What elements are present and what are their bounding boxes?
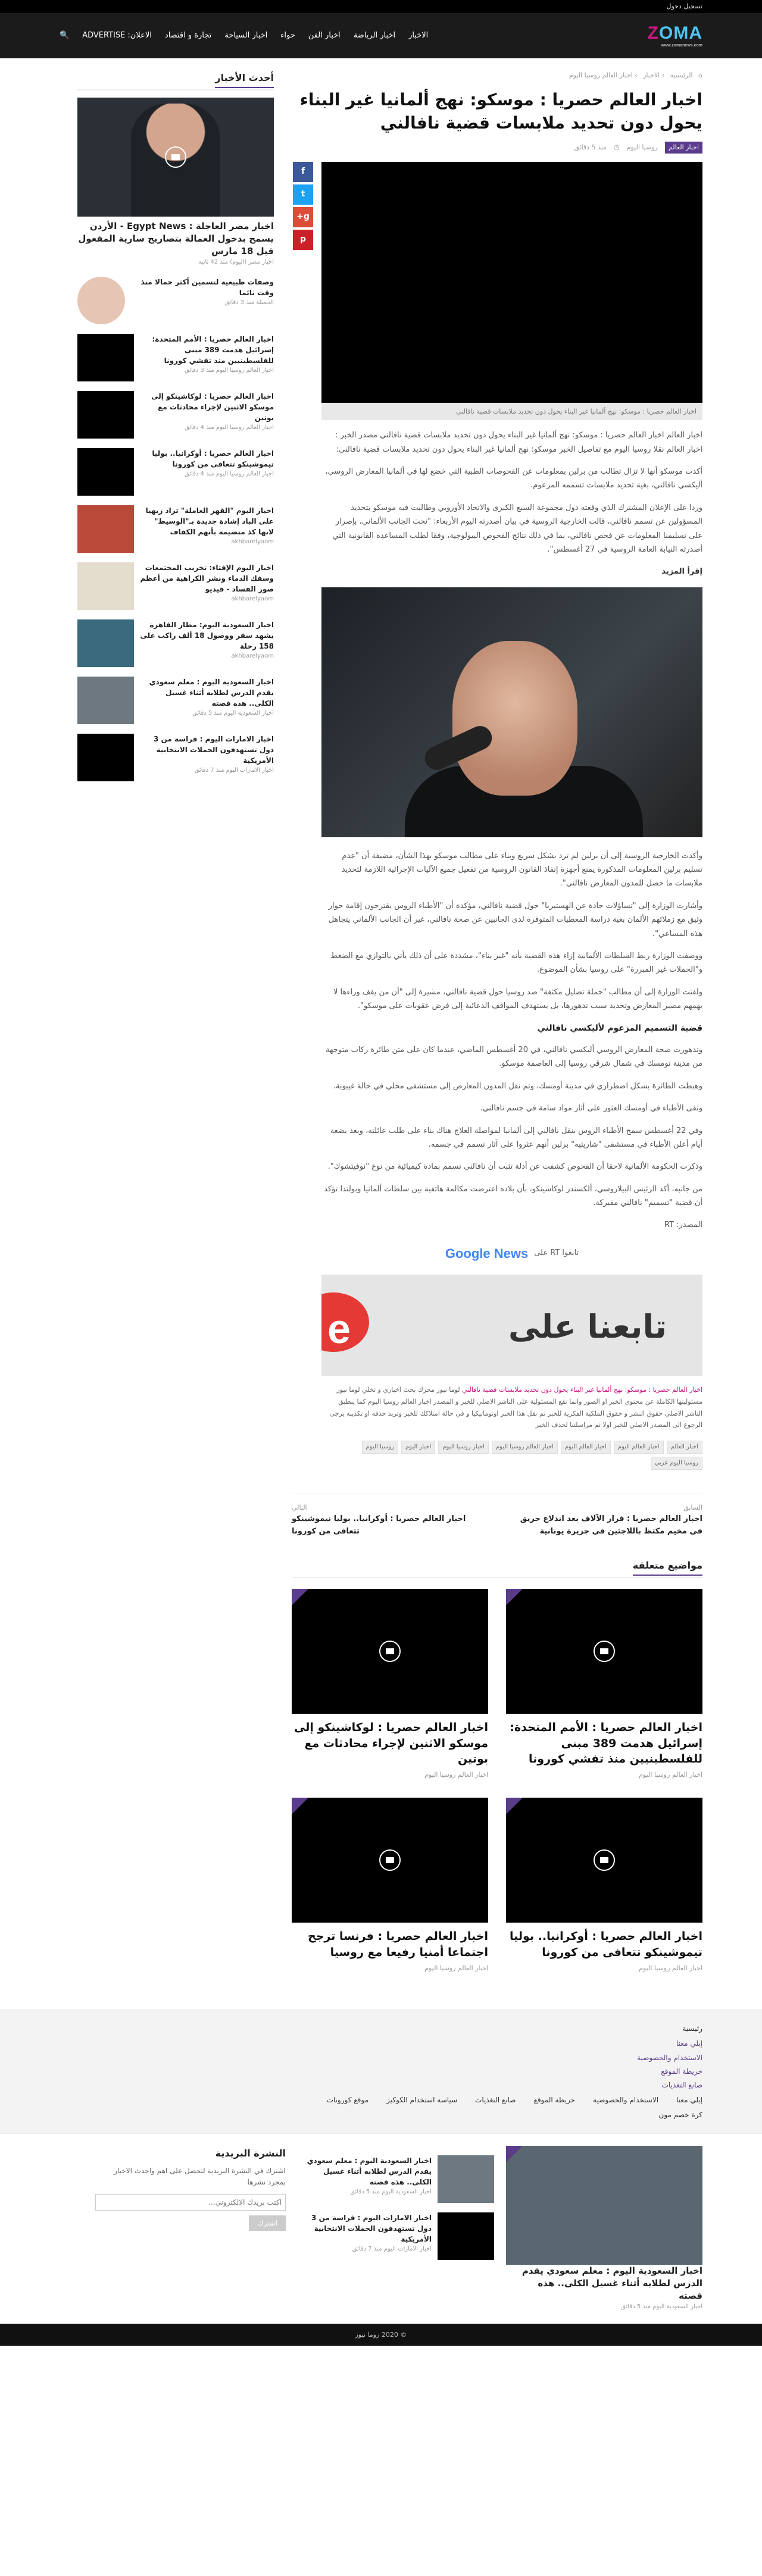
related-thumb[interactable]: [506, 1589, 702, 1714]
footer-item-thumb[interactable]: [438, 2155, 494, 2203]
site-logo[interactable]: [648, 24, 702, 48]
breadcrumb-home[interactable]: الرئيسية: [670, 71, 693, 79]
related-meta: اخبار العالم روسيا اليوم: [424, 1770, 488, 1779]
video-icon: [165, 146, 186, 168]
article-paragraph: وردا على الإعلان المشترك الذي وقعته دول مجموعة السبع الكبرى والاتحاد الأوروبي وطالبت فيه موسكو بتحديد المسؤولين عن تسمم نافالني، قالت الخارجية الروسية في بيان أصدرته اليوم الأربعاء: "نحث الجانب الألماني، بإصرار على تسليمنا المعلومات عن فحص نافالني، بما في ذلك نتائج الفحوص البيولوجية، وفقا لطلب المساعدة القانونية التي أصدرته النيابة العامة الروسية في 27 أغسطس".: [332, 503, 702, 554]
share-bar: [293, 162, 313, 1494]
sidebar-item[interactable]: [77, 391, 274, 439]
sidebar-item-time: منذ 7 دقائق: [194, 766, 224, 774]
sidebar-item[interactable]: [77, 562, 274, 610]
facebook-share-button[interactable]: f: [293, 162, 313, 182]
sidebar-item-source: akhbarelyaom: [231, 595, 274, 602]
footer-link[interactable]: صانع التغذيات: [475, 2096, 516, 2105]
article-paragraph: اخبار العالم اخبار العالم حصريا : موسكو: نهج ألمانيا غير البناء يحول دون تحديد ملابسات قضية نافالني مصدر الخبر : اخبار العالم نقلا روسيا اليوم مع تفاصيل الخبر موسكو: نهج ألمانيا غير البناء يحول دون تحديد ملابسات قضية نافالني:: [335, 431, 702, 454]
article-meta: [292, 142, 702, 154]
sidebar-item[interactable]: [77, 334, 274, 381]
video-icon: [379, 1641, 401, 1662]
sidebar-item-thumb[interactable]: [77, 734, 134, 781]
sidebar-item-time: منذ 4 دقائق: [184, 470, 214, 477]
sidebar-item-thumb[interactable]: [77, 505, 134, 553]
tag[interactable]: روسيا اليوم: [362, 1441, 398, 1454]
video-icon: [594, 1849, 615, 1871]
sidebar-item[interactable]: [77, 677, 274, 724]
footer-item[interactable]: [304, 2212, 494, 2260]
footer-item-source: اخبار السعودية اليوم: [382, 2188, 432, 2195]
footer-item-title[interactable]: اخبار السعودية اليوم : معلم سعودي يقدم الدرس لطلابه أثناء غسيل الكلى.. هذه قصته: [307, 2156, 432, 2186]
login-link[interactable]: تسجيل دخول: [666, 2, 702, 11]
sidebar-item-title[interactable]: اخبار العالم حصريا : لوكاشينكو إلى موسكو الاثنين لإجراء محادثات مع بوتين: [151, 392, 274, 422]
footer-item-time: منذ 5 دقائق: [350, 2188, 380, 2195]
video-icon: [379, 1849, 401, 1871]
sidebar-featured-meta: اخبار مصر (اليوم) منذ 42 ثانية: [198, 258, 274, 265]
top-bar: [0, 0, 762, 13]
article-title: اخبار العالم حصريا : موسكو: نهج ألمانيا غير البناء يحول دون تحديد ملابسات قضية نافالني: [299, 89, 702, 133]
footer-item-thumb[interactable]: [438, 2212, 494, 2260]
sidebar-item[interactable]: [77, 734, 274, 781]
sidebar-heading-text: أحدث الأخبار: [215, 72, 274, 88]
footer-news-list: [304, 2146, 494, 2312]
nav-item-tourism[interactable]: اخبار السياحة: [224, 30, 268, 40]
footer-item-time: منذ 7 دقائق: [352, 2245, 382, 2252]
main-column: [292, 70, 702, 1973]
article-photo: [321, 587, 702, 837]
related-heading: [292, 1558, 702, 1578]
logo-mark-a: Z: [647, 23, 659, 43]
video-icon: [594, 1641, 615, 1662]
related-title[interactable]: اخبار العالم حصريا : أوكرانيا.. بوليا تيموشينكو تتعافى من كورونا: [510, 1930, 702, 1959]
main-menu: [60, 30, 428, 42]
sidebar-featured-title[interactable]: اخبار مصر العاجلة : Egypt News - الأردن يسمح بدخول العمالة بتصاريح سارية المفعول قبل 18 مارس: [78, 220, 274, 256]
sidebar-item-time: منذ 5 دقائق: [192, 709, 223, 716]
sidebar-item-thumb[interactable]: [77, 448, 134, 496]
nav-item-economy[interactable]: تجارة و اقتصاد: [164, 30, 212, 40]
sidebar-heading: [77, 70, 274, 90]
tag[interactable]: اخبار العالم اليوم: [614, 1441, 664, 1454]
sidebar-item-thumb[interactable]: [77, 677, 134, 724]
tag-list: [321, 1441, 702, 1470]
newsletter-heading: النشرة البريدية: [215, 2147, 286, 2159]
next-label: التالي: [292, 1504, 307, 1512]
article-paragraph: من جانبه، أكد الرئيس البيلاروسي، ألكسندر لوكاشينكو، بأن بلاده اعترضت مكالمة هاتفية بين سلطات ألمانيا وبولندا تؤكد أن قضية "تسميم" نافالني مفبركة.: [324, 1184, 702, 1208]
disclaimer-text: لوما نيوز محرك بحث اخباري و تخلي لوما نيوز مسئوليتها الكاملة عن محتوى الخبر او الصور وانما تقع المسئولية على الناشر الاصلي للخبر و المصدر اخبار العالم روسيا اليوم كما ينطبق الناشر الاصلي حقوق النشر و حقوق الملكية الفكرية للخبر تم نقل هذا الخبر اوتوماتيكيا و في حالة امتلاكك للخبر وتريد حذفه او تكذيبه يرجى الرجوع الى المصدر الاصلي للخبر اولا ثم مراسلتنا لحذف الخبر: [329, 1386, 702, 1429]
article-video[interactable]: [321, 162, 702, 403]
search-icon[interactable]: 🔍: [60, 30, 70, 40]
article-paragraph: ونفى الأطباء في أومسك العثور على أثار مواد سامة في جسم نافالني.: [480, 1104, 702, 1113]
pinterest-share-button[interactable]: p: [293, 230, 313, 250]
related-thumb[interactable]: [292, 1589, 488, 1714]
tag[interactable]: اخبار العالم اليوم: [561, 1441, 611, 1454]
footer-sub-link[interactable]: إبلي معنا: [676, 2039, 702, 2048]
related-meta: اخبار العالم روسيا اليوم: [639, 1964, 702, 1972]
follow-banner[interactable]: e تابعنا على: [321, 1275, 702, 1376]
follow-banner-text: تابعنا على: [508, 1308, 667, 1346]
footer-sub-link[interactable]: الاستخدام والخصوصية: [637, 2053, 702, 2062]
next-article[interactable]: [292, 1503, 482, 1538]
footer-link[interactable]: خريطة الموقع: [533, 2096, 576, 2105]
sidebar-item-source: اخبار العالم روسيا اليوم: [216, 424, 274, 431]
article-paragraph: ووصفت الوزارة ربط السلطات الألمانية إزاء هذه القضية بأنه "غير بناء"، مشددة على أن ذلك يأتي بالتوازي مع الضغط و"الحملات غير المبررة" على روسيا بشأن الموضوع.: [330, 951, 702, 975]
sidebar-item-time: منذ 4 دقائق: [184, 424, 214, 431]
related-item[interactable]: [506, 1589, 702, 1780]
sidebar-item-source: akhbarelyaom: [231, 652, 274, 659]
newsletter-subscribe-button[interactable]: اشترك: [249, 2215, 286, 2231]
sidebar-item-thumb[interactable]: [77, 277, 125, 324]
next-title: اخبار العالم حصريا : أوكرانيا.. بوليا تيموشينكو تتعافى من كورونا: [292, 1514, 466, 1536]
disclaimer: [321, 1384, 702, 1431]
footer-link[interactable]: موقع كورونات: [326, 2096, 368, 2105]
article-paragraph: وتدهورت صحة المعارض الروسي أليكسي نافالني، في 20 أغسطس الماضي، عندما كان على متن طائرة ركاب متوجهة من مدينة تومسك في شمال شرقي روسيا إلى العاصمة موسكو.: [325, 1045, 702, 1069]
tag[interactable]: اخبار العالم روسيا اليوم: [492, 1441, 558, 1454]
tag[interactable]: اخبار روسيا اليوم: [438, 1441, 489, 1454]
sidebar-item-title[interactable]: اخبار الامارات اليوم : فراسة من 3 دول تستهدفون الحملات الانتخابية الأمريكية: [154, 734, 274, 765]
breadcrumb-world[interactable]: اخبار العالم روسيا اليوم: [569, 71, 633, 79]
video-caption: اخبار العالم حصريا : موسكو: نهج ألمانيا غير البناء يحول دون تحديد ملابسات قضية نافالني: [321, 403, 702, 421]
footer-featured[interactable]: [512, 2146, 702, 2312]
sidebar-item-source: الجميلة: [256, 299, 274, 306]
logo-tagline: www.zomanews.com: [661, 43, 702, 48]
footer-featured-image[interactable]: [506, 2146, 702, 2265]
footer-featured-meta: اخبار السعودية اليوم منذ 5 دقائق: [621, 2303, 702, 2310]
sidebar-item[interactable]: [77, 505, 274, 553]
article-paragraph: أكدت موسكو أنها لا تزال تطالب من برلين بمعلومات عن الفحوصات الطبية التي خضع لها في ألمانيا المعارض الروسي، أليكسي نافالني، بغية تحديد ملابسات تسممه المزعوم.: [325, 467, 702, 490]
newsletter-text: اشترك في النشرة البريدية لتحصل على اهم واحدث الاخبار بمجرد نشرها: [114, 2167, 286, 2187]
related-title[interactable]: اخبار العالم حصريا : لوكاشينكو إلى موسكو الاثنين لإجراء محادثات مع بوتين: [293, 1721, 488, 1766]
sidebar-item-thumb[interactable]: [77, 562, 134, 610]
main-navbar: [0, 13, 762, 58]
sidebar-item[interactable]: [77, 448, 274, 496]
nav-item-women[interactable]: حواء: [280, 30, 295, 40]
sidebar-item[interactable]: [77, 277, 274, 324]
article-paragraph: وهبطت الطائرة بشكل اضطراري في مدينة أومسك، وتم نقل المدون المعارض إلى مستشفى محلي في حالة غيبوبة.: [333, 1081, 702, 1091]
footer-home[interactable]: رئيسية: [682, 2024, 702, 2033]
sidebar-item-thumb[interactable]: [77, 391, 134, 439]
related-item[interactable]: [506, 1798, 702, 1973]
article-source[interactable]: روسيا اليوم: [626, 143, 658, 151]
sidebar-item[interactable]: [77, 619, 274, 667]
nav-item-advertise[interactable]: الاعلان: ADVERTISE: [82, 30, 152, 40]
article-paragraph: ولفتت الوزارة إلى أن مطالب "حملة تضليل مكثفة" ضد روسيا حول قضية نافالني، مشيرة إلى "أن من يقف وراءها لا يهمهم مصير المعارض وتحديد سبب تدهورها، بل يستهدف المواقف الدعائية إلى فرض عقوبات على موسكو".: [333, 987, 702, 1011]
newsletter-email-input[interactable]: [95, 2194, 286, 2211]
sidebar-item-source: اخبار السعودية اليوم: [224, 709, 274, 716]
sidebar-item-time: منذ 3 دقائق: [224, 299, 255, 306]
tag[interactable]: اخبار العالم: [667, 1441, 702, 1454]
sidebar-featured-image[interactable]: [77, 98, 274, 217]
disclaimer-prefix: اخبار العالم حصريا :: [648, 1386, 702, 1394]
prev-label: السابق: [683, 1504, 702, 1512]
related-title[interactable]: اخبار العالم حصريا : الأمم المتحدة: إسرائيل هدمت 389 مبنى للفلسطينيين منذ تفشي كورونا: [510, 1721, 702, 1766]
logo-mark-b: OMA: [659, 23, 702, 43]
nav-item-news[interactable]: الاخبار: [408, 30, 429, 40]
prev-article[interactable]: [512, 1503, 702, 1538]
home-icon[interactable]: ⌂: [698, 71, 702, 79]
article-subheading: قضية التسميم المزعوم لأليكسي نافالني: [537, 1023, 702, 1033]
article-paragraph: وأشارت الوزارة إلى "تساؤلات حادة عن الهستيريا" حول قضية نافالني، مؤكدة أن "الأطباء الروس يقترحون إقامة حوار وثيق مع زملائهم الألمان بغية دراسة المعطيات المتوفرة لدى الجانبين عن صحة نافالني، غير أن الجانب الألماني يتجاهل هذه المساعي".: [328, 901, 702, 938]
related-thumb[interactable]: [292, 1798, 488, 1923]
nav-item-art[interactable]: اخبار الفن: [308, 30, 341, 40]
article-source-line: المصدر: RT: [664, 1220, 702, 1230]
related-thumb[interactable]: [506, 1798, 702, 1923]
footer-widgets: [0, 2133, 762, 2324]
sidebar-item-title[interactable]: وصفات طبيعية لتسمين أكثر جمالا منذ وقت نائما: [140, 277, 274, 297]
category-badge[interactable]: اخبار العالم: [665, 142, 702, 154]
sidebar: [77, 70, 274, 1973]
footer-link[interactable]: سياسة استخدام الكوكيز: [386, 2096, 458, 2105]
prev-title: اخبار العالم حصريا : فرار الآلاف بعد اندلاع حريق في مخيم مكتظ باللاجئين في جزيرة يونانية: [520, 1514, 702, 1536]
gnews-brand: Google News: [445, 1245, 529, 1261]
gnews-follow-text: تابعوا RT على: [534, 1248, 579, 1258]
footer-links: [0, 2009, 762, 2133]
disclaimer-article-link[interactable]: موسكو: نهج ألمانيا غير البناء يحول دون تحديد ملابسات قضية نافالني: [462, 1386, 647, 1394]
google-news-follow[interactable]: [321, 1243, 702, 1264]
footer-sub-link[interactable]: خريطة الموقع: [661, 2067, 702, 2076]
related-title[interactable]: اخبار العالم حصريا : فرنسا ترجح اجتماعا أمنيا رفيعا مع روسيا: [308, 1930, 488, 1959]
read-more-link[interactable]: إقرأ المزيد: [661, 567, 702, 577]
related-heading-text: مواضيع متعلقة: [633, 1560, 702, 1576]
sidebar-item-source: اخبار الامارات اليوم: [226, 766, 274, 774]
footer-item[interactable]: [304, 2155, 494, 2203]
copyright: © 2020 زوما نيوز: [0, 2324, 762, 2346]
footer-item-title[interactable]: اخبار الامارات اليوم : فراسة من 3 دول تستهدفون الحملات الانتخابية الأمريكية: [311, 2213, 432, 2243]
footer-link[interactable]: الاستخدام والخصوصية: [593, 2096, 659, 2105]
breadcrumb-news[interactable]: الاخبار: [643, 71, 660, 79]
article-time: منذ 5 دقائق: [574, 143, 607, 151]
related-item[interactable]: [292, 1798, 488, 1973]
nav-item-sports[interactable]: اخبار الرياضة: [353, 30, 396, 40]
footer-sub-link[interactable]: صانع التغذيات: [661, 2080, 702, 2089]
related-item[interactable]: [292, 1589, 488, 1780]
sidebar-item-title[interactable]: اخبار اليوم "القهر العاملة" تراد زيهيا على الباد إشادة جديدة بـ"الوسيط" لانها كذ متضيمة بأنهم الكفاف: [145, 506, 274, 536]
article-paragraph: وفي 22 أغسطس سمح الأطباء الروس بنقل نافالني إلى ألمانيا لمواصلة العلاج هناك بناء على طلب عائلته، وبعد بضعة أيام أعلن الأطباء في مستشفى "شاريتيه" برلين أنهم عثروا على آثار تسمم في جسمه.: [330, 1126, 702, 1149]
sidebar-item-title[interactable]: اخبار السعودية اليوم: مطار القاهرة يشهد سفر ووصول 18 ألف راكب على 158 رحلة: [140, 620, 274, 650]
article-paragraph: وذكرت الحكومة الألمانية لاحقا أن الفحوص كشفت عن أدلة تثبت أن نافالني تسمم بمادة كيميائية من نوع "نوفيتشوك".: [327, 1162, 702, 1172]
sidebar-item-title[interactable]: اخبار العالم حصريا : الأمم المتحدة: إسرائيل هدمت 389 مبنى للفلسطينيين منذ تفشي كورونا: [152, 334, 274, 365]
footer-item-source: اخبار الامارات اليوم: [383, 2245, 432, 2252]
footer-link[interactable]: إبلي معنا: [676, 2096, 702, 2105]
clock-icon: ◷: [614, 143, 620, 151]
sidebar-item-time: منذ 3 دقائق: [184, 367, 214, 374]
twitter-share-button[interactable]: t: [293, 184, 313, 205]
article-paragraph: وأكدت الخارجية الروسية إلى أن برلين لم ترد بشكل سريع وبناء على مطالب موسكو بهذا الشأن، مضيفة أن "عدم تسليم برلين المعلومات المذكورة يمنع أجهزة إنفاذ القانون الروسية من تفعيل جميع الآليات الإجرائية اللازمة لتحديد ملابسات ما حصل للمدون المعارض نافالني".: [341, 851, 702, 888]
related-meta: اخبار العالم روسيا اليوم: [639, 1770, 702, 1779]
footer-last-link[interactable]: كرة خصم مون: [658, 2111, 702, 2120]
footer-featured-title[interactable]: اخبار السعودية اليوم : معلم سعودي يقدم الدرس لطلابه أثناء غسيل الكلى.. هذه قصته: [521, 2265, 702, 2301]
googleplus-share-button[interactable]: g+: [293, 207, 313, 227]
breadcrumb: ⌂ الرئيسية › الاخبار › اخبار العالم روسيا اليوم: [569, 71, 702, 79]
sidebar-item-thumb[interactable]: [77, 334, 134, 381]
tag[interactable]: اخبار اليوم: [401, 1441, 435, 1454]
sidebar-item-source: اخبار العالم روسيا اليوم: [216, 367, 274, 374]
related-grid: [292, 1589, 702, 1973]
sidebar-item-title[interactable]: اخبار العالم حصريا : أوكرانيا.. بوليا تيموشينكو تتعافى من كورونا: [152, 449, 274, 468]
article-content: [321, 162, 702, 1494]
sidebar-item-source: اخبار العالم روسيا اليوم: [216, 470, 274, 477]
sidebar-item-source: akhbarelyaom: [231, 538, 274, 545]
newsletter: [95, 2146, 286, 2312]
sidebar-item-title[interactable]: اخبار اليوم الإفتاء: تخريب المجتمعات وسفك الدماء ونشر الكراهية من أعظم صور الفساد - فيديو: [140, 563, 274, 593]
sidebar-item-title[interactable]: اخبار السعودية اليوم : معلم سعودي يقدم الدرس لطلابه أثناء غسيل الكلى.. هذه قصته: [149, 677, 274, 708]
prev-next-nav: [292, 1494, 702, 1538]
related-meta: اخبار العالم روسيا اليوم: [424, 1964, 488, 1972]
tag[interactable]: روسيا اليوم عربي: [651, 1457, 702, 1470]
sidebar-item-thumb[interactable]: [77, 619, 134, 667]
